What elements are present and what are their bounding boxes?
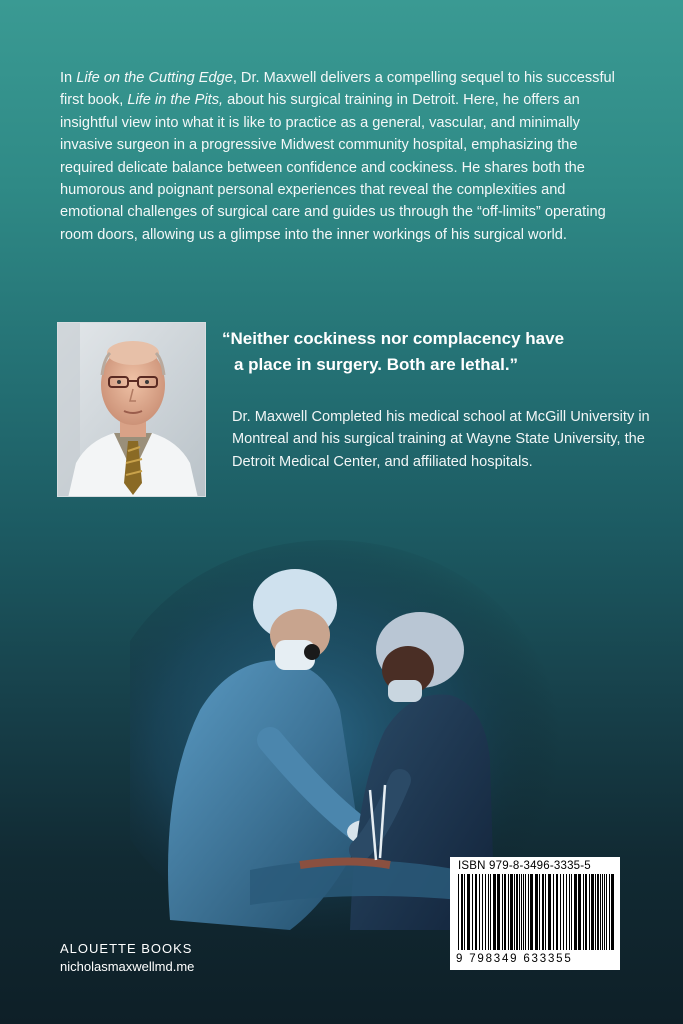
isbn-barcode (450, 857, 620, 970)
barcode-bar (548, 874, 551, 950)
barcode-bar (514, 874, 515, 950)
barcode-bar (521, 874, 522, 950)
barcode-bar (519, 874, 520, 950)
barcode-bar (609, 874, 610, 950)
barcode-digits: 9 798349 633355 (456, 953, 573, 965)
author-bio: Dr. Maxwell Completed his medical school at McGill University in Montreal and his surgical training at Wayne State University, the Detroit Medical Center, and affiliated hospitals. (232, 409, 650, 470)
barcode-bar (545, 874, 546, 950)
barcode-bar (493, 874, 496, 950)
barcode-bar (464, 874, 465, 950)
barcode-bar (535, 874, 538, 950)
barcode-bar (528, 874, 529, 950)
barcode-bar (589, 874, 590, 950)
barcode-bar (578, 874, 581, 950)
author-photo (57, 322, 206, 497)
book-title-italic: Life on the Cutting Edge (76, 70, 233, 86)
barcode-bar (600, 874, 601, 950)
first-book-title-italic: Life in the Pits, (127, 92, 224, 109)
barcode-bar (604, 874, 605, 950)
publisher-block (60, 940, 194, 976)
barcode-bar (472, 874, 473, 950)
barcode-bar (585, 874, 587, 950)
barcode-bar (490, 874, 491, 950)
barcode-bar (602, 874, 603, 950)
barcode-bar (560, 874, 561, 950)
barcode-bar (485, 874, 486, 950)
barcode-bars (454, 874, 616, 952)
author-quote (222, 326, 652, 378)
barcode-bar (479, 874, 480, 950)
barcode-bar (583, 874, 584, 950)
barcode-bar (566, 874, 567, 950)
barcode-bar (510, 874, 513, 950)
barcode-bar (508, 874, 509, 950)
barcode-bar (597, 874, 599, 950)
barcode-bar (606, 874, 607, 950)
barcode-bar (458, 874, 459, 950)
barcode-bar (523, 874, 524, 950)
barcode-bar (516, 874, 518, 950)
barcode-bar (595, 874, 596, 950)
barcode-bar (525, 874, 526, 950)
barcode-bar (571, 874, 572, 950)
author-portrait-image (58, 323, 206, 497)
quote-line-2: a place in surgery. Both are lethal.” (234, 355, 519, 374)
quote-line-1: “Neither cockiness nor complacency have (222, 329, 565, 348)
barcode-bar (502, 874, 503, 950)
blurb-text: In (60, 70, 77, 86)
publisher-name: ALOUETTE BOOKS (60, 941, 193, 956)
barcode-bar (488, 874, 489, 950)
blurb-text: , Dr. Maxwell delivers a compelling sequel to his successful first book, (60, 70, 615, 109)
barcode-bar (556, 874, 558, 950)
barcode-bar (591, 874, 594, 950)
barcode-bar (553, 874, 554, 950)
barcode-bar (539, 874, 540, 950)
barcode-bar (497, 874, 500, 950)
barcode-bar (482, 874, 483, 950)
barcode-bar (563, 874, 564, 950)
barcode-bar (475, 874, 477, 950)
barcode-bar (504, 874, 506, 950)
barcode-bar (569, 874, 570, 950)
barcode-bar (611, 874, 614, 950)
isbn-label: ISBN 979-8-3496-3335-5 (458, 860, 591, 872)
barcode-bar (542, 874, 544, 950)
barcode-bar (574, 874, 577, 950)
barcode-bar (461, 874, 463, 950)
blurb-text: about his surgical training in Detroit. Here, he offers an insightful view into what it is like to practice as a general, vascular, and minimally invasive surgeon in a progressive Midwest community hospital, emphasizing the required delicate balance between confidence and cockiness. He shares both the humorous and poignant personal experiences that reveal the complexities and emotional challenges of surgical care and guides us through the “off-limits” operating room doors, allowing us a glimpse into the inner workings of his surgical world. (60, 92, 606, 243)
publisher-website: nicholasmaxwellmd.me (60, 959, 195, 974)
barcode-bar (530, 874, 533, 950)
blurb-paragraph (60, 67, 632, 246)
barcode-bar (467, 874, 470, 950)
